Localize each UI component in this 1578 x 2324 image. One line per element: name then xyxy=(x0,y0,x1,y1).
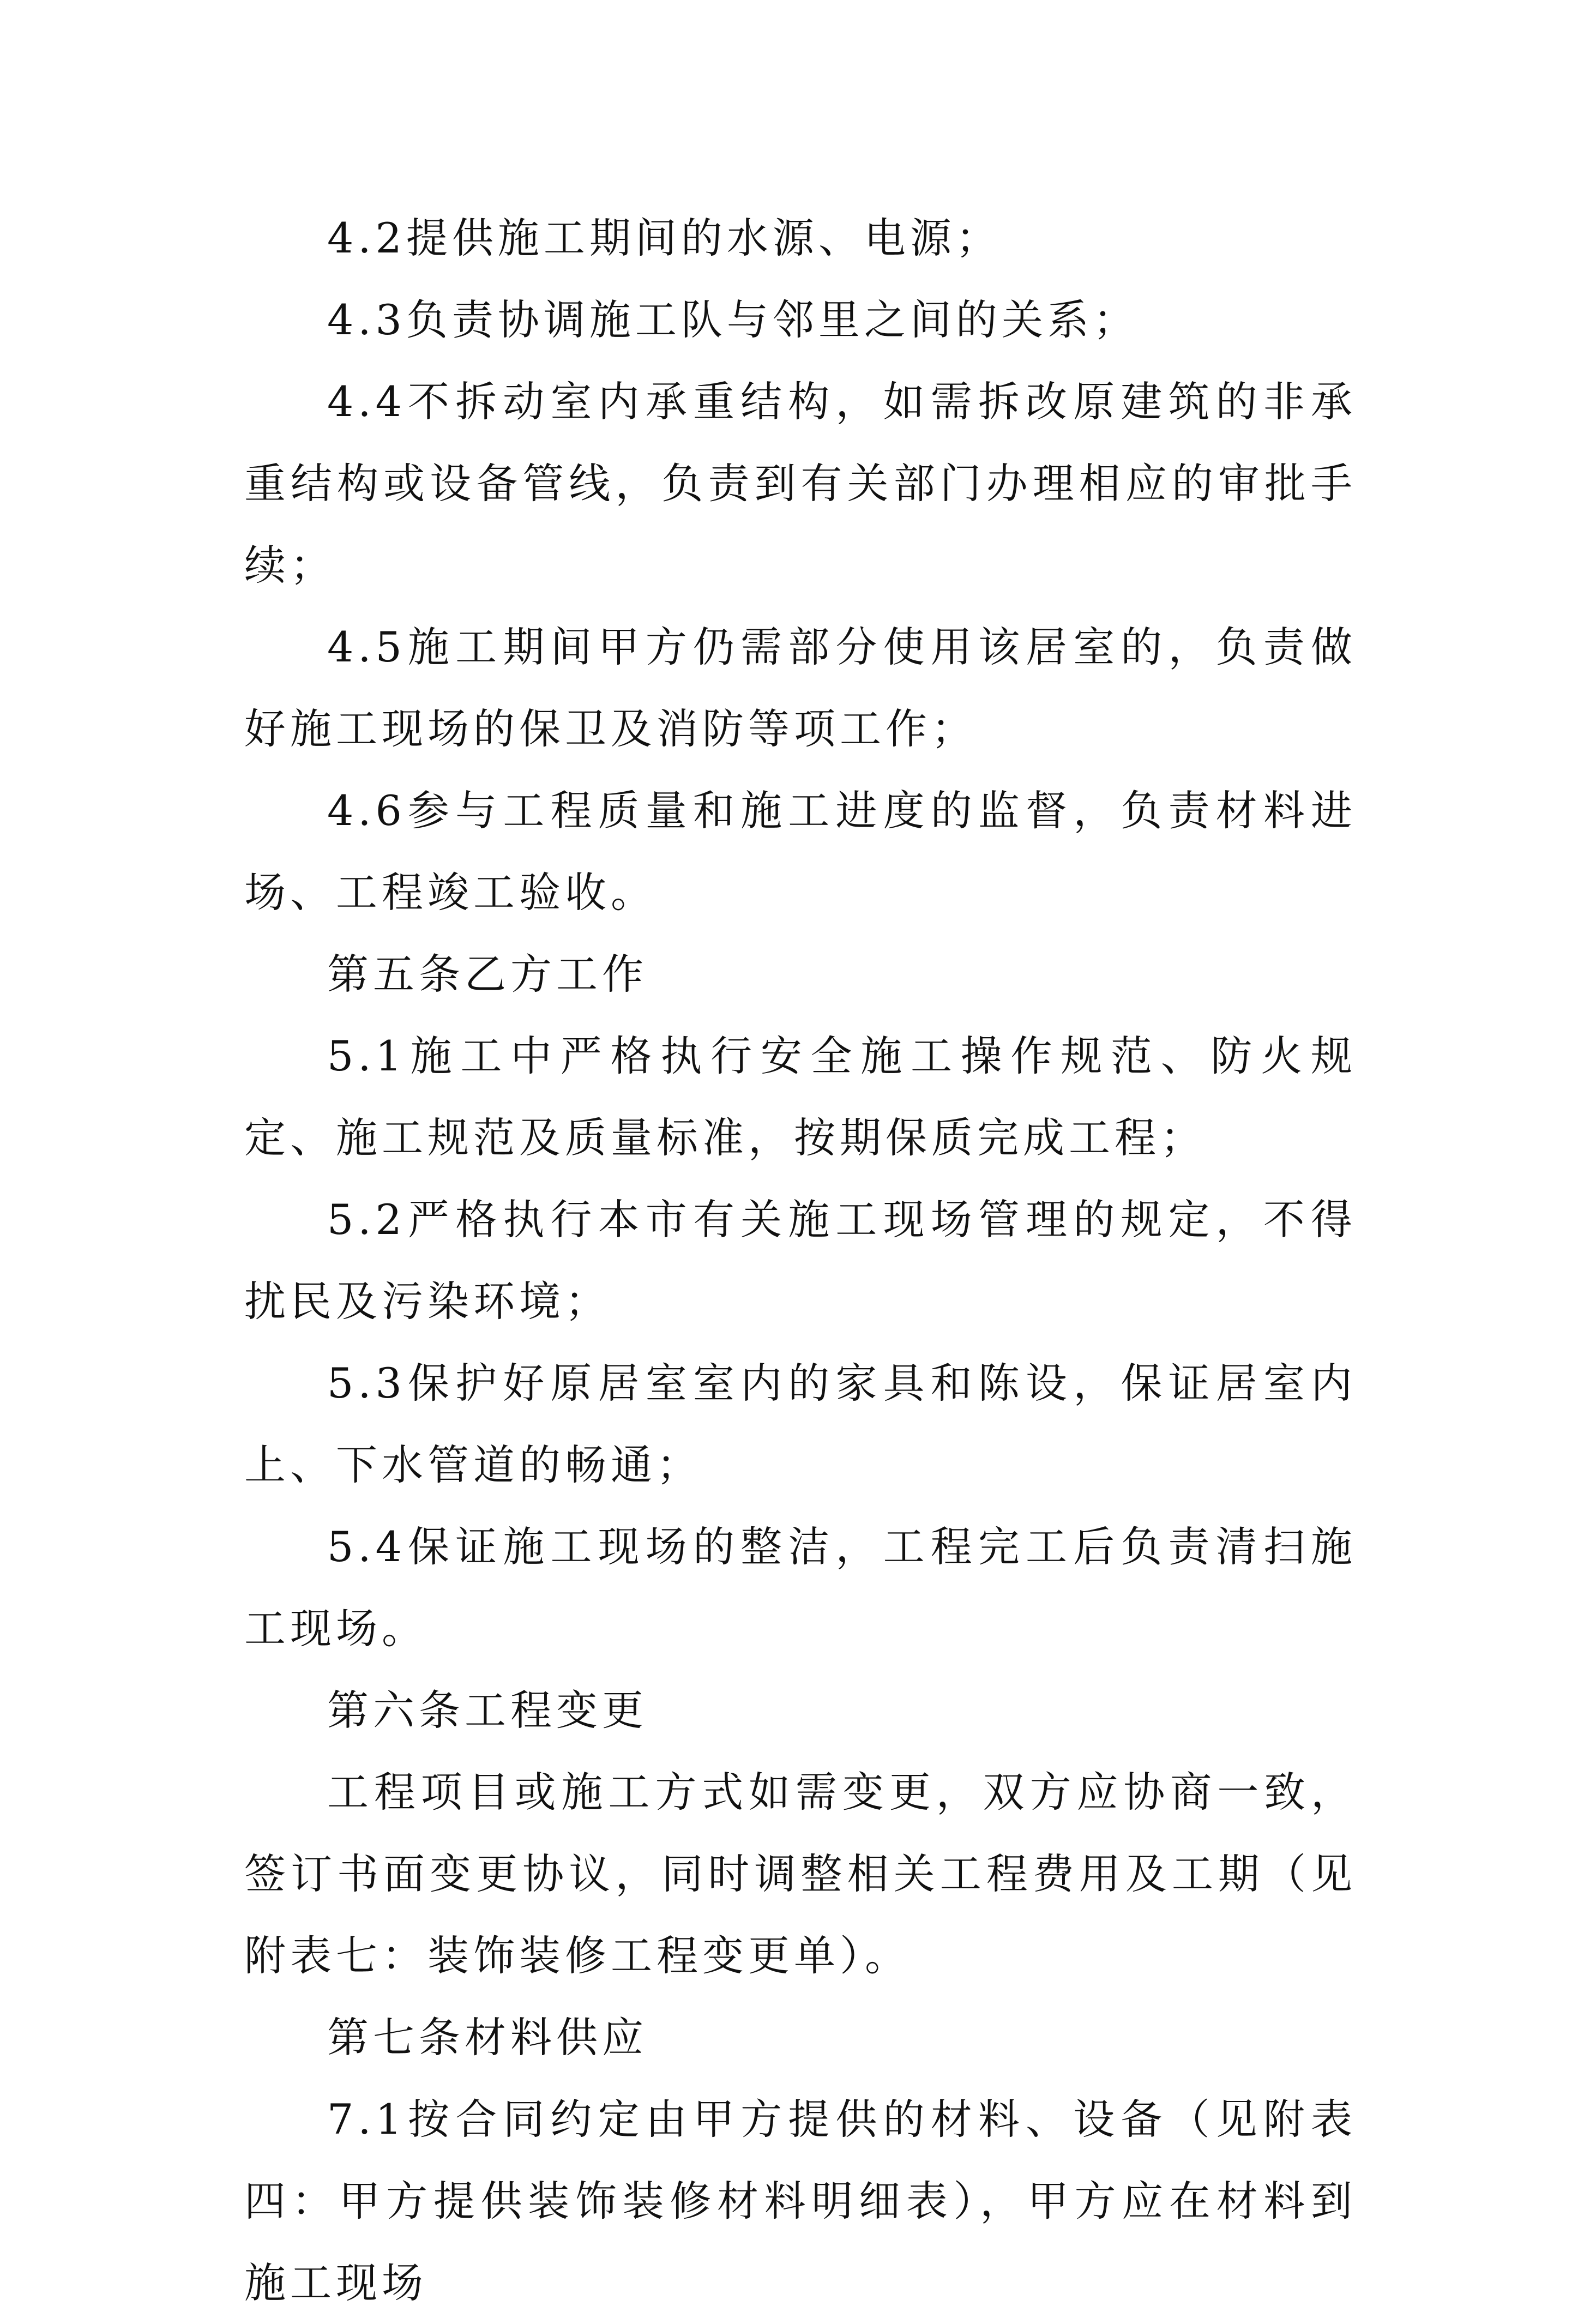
article-5-heading: 第五条乙方工作 xyxy=(327,950,648,998)
clause-5-2: 5.2严格执行本市有关施工现场管理的规定，不得扰民及污染环境； xyxy=(244,1195,1357,1326)
clause-5-4: 5.4保证施工现场的整洁，工程完工后负责清扫施工现场。 xyxy=(244,1522,1357,1653)
clause-4-3: 4.3负责协调施工队与邻里之间的关系； xyxy=(327,296,1139,344)
article-7-heading: 第七条材料供应 xyxy=(327,2013,648,2062)
article-6-heading: 第六条工程变更 xyxy=(327,1686,648,1735)
clause-5-1: 5.1施工中严格执行安全施工操作规范、防火规定、施工规范及质量标准，按期保质完成工程； xyxy=(244,1032,1357,1162)
clause-4-6: 4.6参与工程质量和施工进度的监督，负责材料进场、工程竣工验收。 xyxy=(244,786,1357,917)
clause-5-3: 5.3保护好原居室室内的家具和陈设，保证居室内上、下水管道的畅通； xyxy=(244,1359,1357,1489)
clause-4-4: 4.4不拆动室内承重结构，如需拆改原建筑的非承重结构或设备管线，负责到有关部门办理相应的审批手续； xyxy=(244,377,1357,589)
clause-7-1: 7.1按合同约定由甲方提供的材料、设备（见附表四：甲方提供装饰装修材料明细表），甲方应在材料到施工现场 xyxy=(244,2095,1357,2307)
document-body xyxy=(244,197,1357,2324)
clause-4-2: 4.2提供施工期间的水源、电源； xyxy=(327,214,1002,262)
article-6-body: 工程项目或施工方式如需变更，双方应协商一致，签订书面变更协议，同时调整相关工程费用及工期（见附表七：装饰装修工程变更单）。 xyxy=(244,1768,1357,1980)
clause-4-5: 4.5施工期间甲方仍需部分使用该居室的，负责做好施工现场的保卫及消防等项工作； xyxy=(244,623,1357,753)
